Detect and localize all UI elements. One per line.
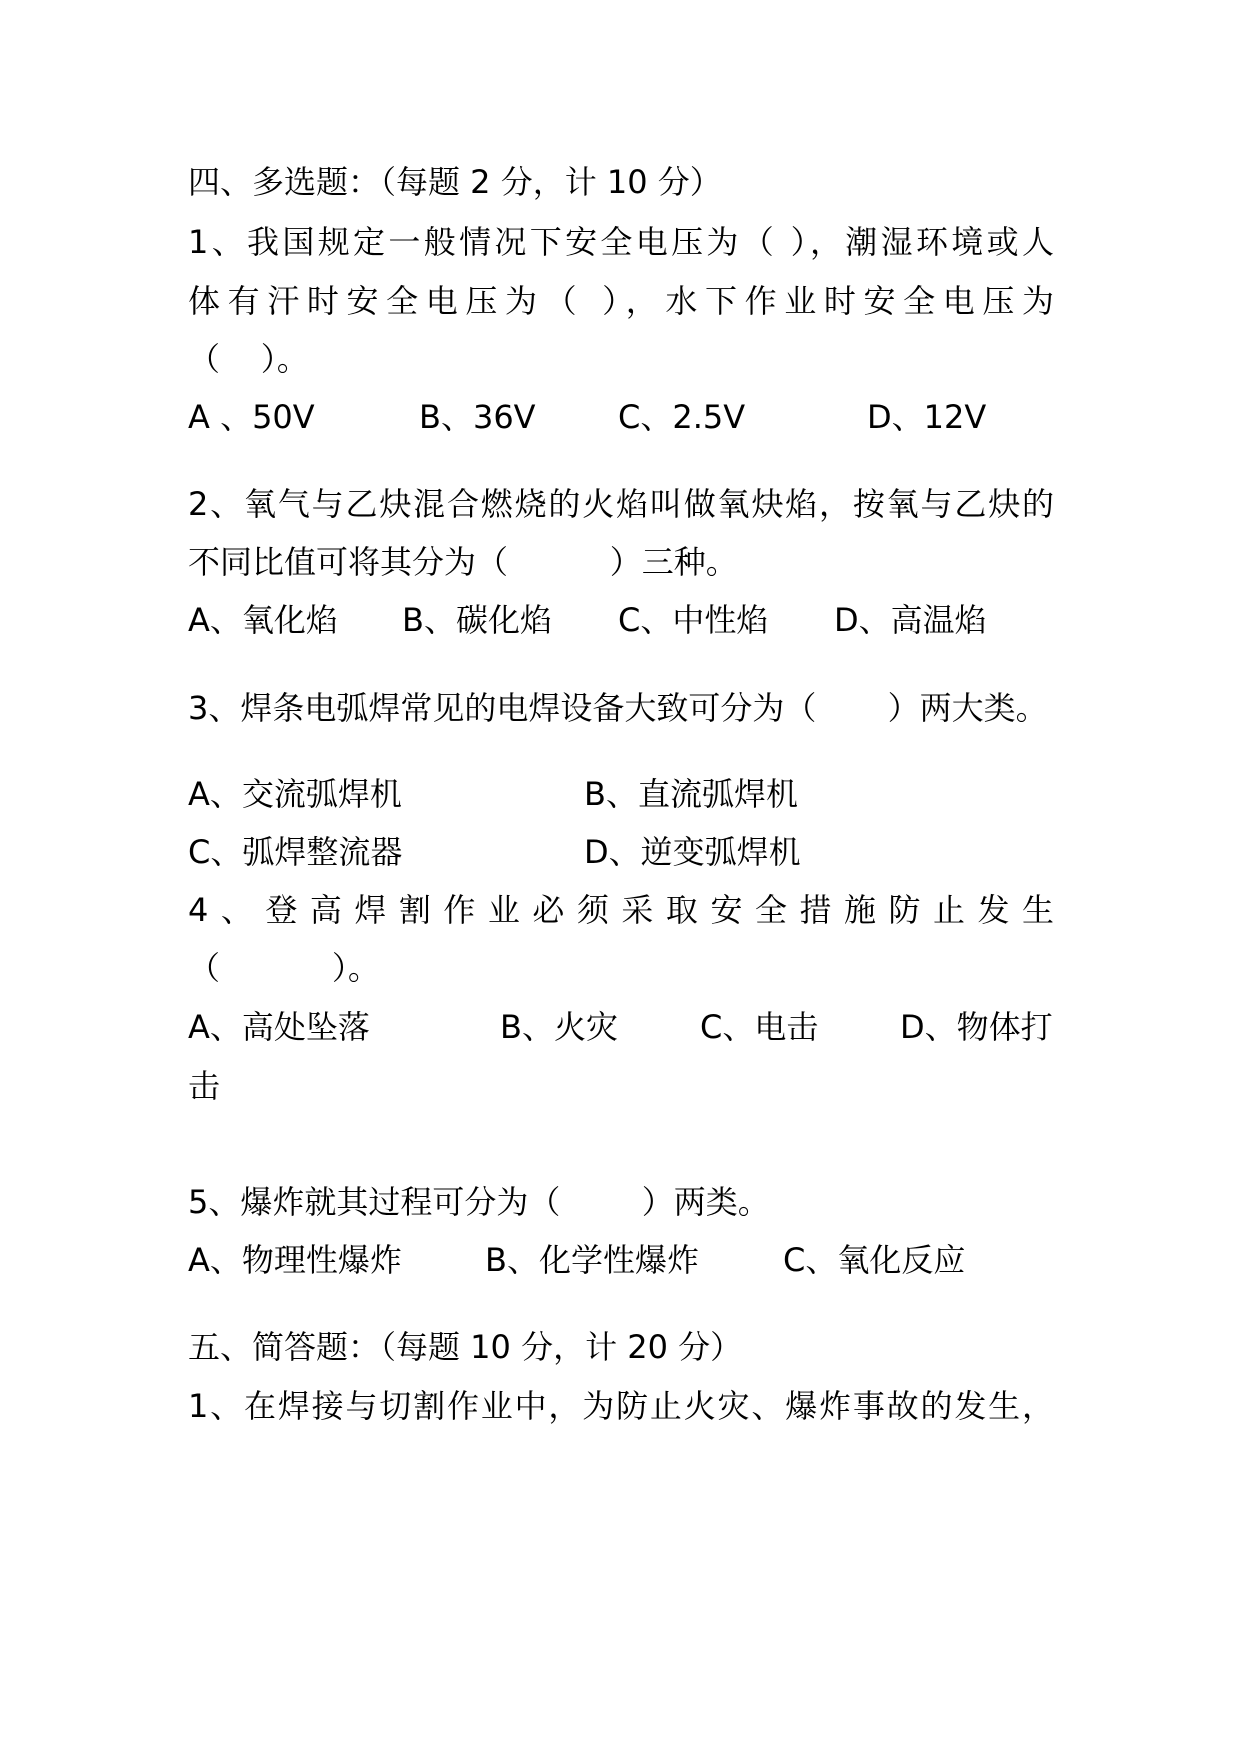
q4-line2: （ ）。 bbox=[188, 949, 380, 987]
section5-heading: 五、简答题：（每题 10 分，计 20 分） bbox=[188, 1328, 743, 1366]
q3-option-d: D、逆变弧焊机 bbox=[584, 833, 801, 871]
q1-option-c: C、2.5V bbox=[618, 398, 746, 436]
s5-q1-line1: 1、在焊接与切割作业中，为防止火灾、爆炸事故的发生， bbox=[188, 1387, 1054, 1425]
q5-option-a: A、物理性爆炸 bbox=[188, 1241, 402, 1279]
q4-option-d-wrap: 击 bbox=[188, 1067, 221, 1105]
q4-option-c: C、电击 bbox=[700, 1008, 819, 1046]
q2-option-b: B、碳化焰 bbox=[402, 601, 552, 639]
q1-option-b: B、36V bbox=[419, 398, 536, 436]
q4-option-b: B、火灾 bbox=[500, 1008, 618, 1046]
section4-heading: 四、多选题：（每题 2 分，计 10 分） bbox=[188, 163, 722, 201]
q2-option-a: A、氧化焰 bbox=[188, 601, 338, 639]
q1-line1: 1、我国规定一般情况下安全电压为（ ），潮湿环境或人 bbox=[188, 223, 1054, 261]
q1-option-d: D、12V bbox=[867, 398, 987, 436]
q3-option-a: A、交流弧焊机 bbox=[188, 775, 402, 813]
q3-line1: 3、焊条电弧焊常见的电焊设备大致可分为（ ）两大类。 bbox=[188, 689, 1048, 727]
q1-option-a: A 、50V bbox=[188, 398, 315, 436]
q4-option-d: D、物体打 bbox=[900, 1008, 1053, 1046]
q5-option-b: B、化学性爆炸 bbox=[485, 1241, 699, 1279]
q4-line1: 4、登高焊割作业必须采取安全措施防止发生 bbox=[188, 891, 1054, 929]
q5-option-c: C、氧化反应 bbox=[783, 1241, 966, 1279]
q2-line2: 不同比值可将其分为（ ）三种。 bbox=[188, 543, 738, 581]
q2-line1: 2、氧气与乙炔混合燃烧的火焰叫做氧炔焰，按氧与乙炔的 bbox=[188, 485, 1054, 523]
q1-line3: （ ）。 bbox=[188, 340, 309, 378]
q1-line2: 体有汗时安全电压为（ ），水下作业时安全电压为 bbox=[188, 282, 1054, 320]
q2-option-c: C、中性焰 bbox=[618, 601, 769, 639]
q5-line1: 5、爆炸就其过程可分为（ ）两类。 bbox=[188, 1183, 770, 1221]
q2-option-d: D、高温焰 bbox=[834, 601, 987, 639]
q3-option-b: B、直流弧焊机 bbox=[584, 775, 798, 813]
q4-option-a: A、高处坠落 bbox=[188, 1008, 370, 1046]
q3-option-c: C、弧焊整流器 bbox=[188, 833, 403, 871]
